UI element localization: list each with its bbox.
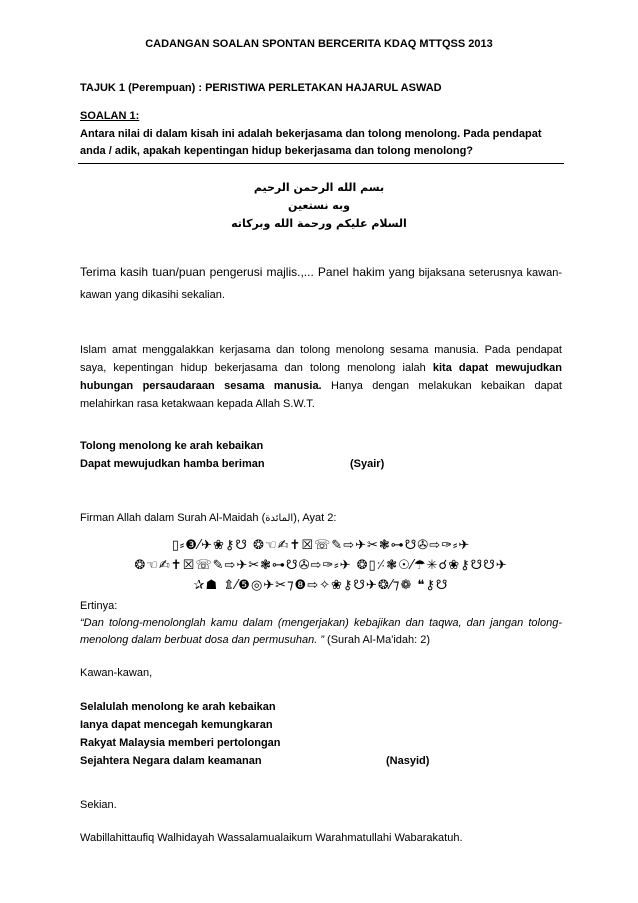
- topic-heading: TAJUK 1 (Perempuan) : PERISTIWA PERLETAKAN HAJARUL ASWAD: [80, 82, 442, 94]
- translation-reference: (Surah Al-Ma'idah: 2): [324, 634, 431, 646]
- paragraph1-text-a: Islam amat menggalakkan kerjasama dan tolong menolong sesama manusia. Pada pendapat saya, kepentingan hidup bekerjasama dan tolong menolong ialah: [80, 344, 562, 374]
- verse-glyph-line2: ❂☜✍✝☒☏✎⇨✈✂❃⊶☋✇⇨✑⸗✈ ❂▯⸓❃☉⁄☂✳☌❀⚷☋☋✈: [134, 558, 508, 573]
- address-kawan: Kawan-kawan,: [80, 667, 153, 679]
- closing-sekian: Sekian.: [80, 799, 117, 811]
- nasyid-line4-row: [80, 753, 562, 769]
- firman-suffix: ), Ayat 2:: [293, 512, 337, 524]
- verse-glyph-line3: ✰☗ ⇭⁄❺◎✈✂⁊❽⇨✧❀⚷☋✈❂⁄⁊❁ ❝⚷☋: [193, 578, 449, 593]
- translation-label: Ertinya:: [80, 600, 118, 612]
- nasyid-line3: Rakyat Malaysia memberi pertolongan: [80, 737, 281, 749]
- translation-text: [80, 615, 562, 649]
- greeting-part2: bijaksana seterusnya kawan-kawan yang dikasihi sekalian.: [80, 267, 562, 301]
- nasyid-tag: (Nasyid): [386, 755, 430, 767]
- nasyid-line1: Selalulah menolong ke arah kebaikan: [80, 701, 276, 713]
- syair-line1: Tolong menolong ke arah kebaikan: [80, 440, 264, 452]
- greeting-part1: Terima kasih tuan/puan pengerusi majlis.,... Panel hakim yang: [80, 265, 415, 279]
- arabic-basmalah: بسم الله الرحمن الرحيم: [253, 181, 385, 194]
- paragraph1-text-b: Hanya dengan melakukan kebaikan dapat melahirkan rasa ketakwaan kepada Allah S.W.T.: [80, 380, 562, 410]
- closing-salam: Wabillahittaufiq Walhidayah Wassalamualaikum Warahmatullahi Wabarakatuh.: [80, 832, 463, 844]
- syair-tag: (Syair): [350, 458, 385, 470]
- firman-prefix: Firman Allah dalam Surah Al-Maidah (: [80, 512, 266, 524]
- nasyid-line2: Ianya dapat mencegah kemungkaran: [80, 719, 273, 731]
- arabic-salam: السلام عليكم ورحمة الله وبركاته: [231, 217, 407, 230]
- document-title: CADANGAN SOALAN SPONTAN BERCERITA KDAQ MTTQSS 2013: [145, 38, 493, 50]
- translation-quote: “Dan tolong-menolonglah kamu dalam (mengerjakan) kebajikan dan taqwa, dan jangan tolong-menolong dalam berbuat dosa dan permusuhan. ”: [80, 617, 562, 646]
- question-text: Antara nilai di dalam kisah ini adalah bekerjasama dan tolong menolong. Pada pendapat anda / adik, apakah kepentingan hidup bekerjasama dan tolong menolong?: [80, 128, 542, 157]
- arabic-wabihi: وبه نستعين: [288, 199, 350, 212]
- firman-surah-arabic: المائدة: [265, 513, 294, 524]
- verse-glyph-line1: ▯⸗❸⁄✈❀⚷☋ ❂☜✍✝☒☏✎⇨✈✂❃⊶☋✇⇨✑⸗✈: [171, 538, 471, 553]
- paragraph1-bold: kita dapat mewujudkan hubungan persaudaraan sesama manusia.: [80, 362, 563, 392]
- syair-line2: Dapat mewujudkan hamba beriman: [80, 458, 265, 470]
- greeting-paragraph: [80, 261, 562, 306]
- question-label: SOALAN 1:: [80, 110, 140, 122]
- syair-line2-row: [80, 456, 562, 472]
- paragraph-kepentingan: [80, 341, 562, 413]
- firman-line: [80, 510, 562, 527]
- section-divider: [78, 163, 564, 164]
- nasyid-line4: Sejahtera Negara dalam keamanan: [80, 755, 262, 767]
